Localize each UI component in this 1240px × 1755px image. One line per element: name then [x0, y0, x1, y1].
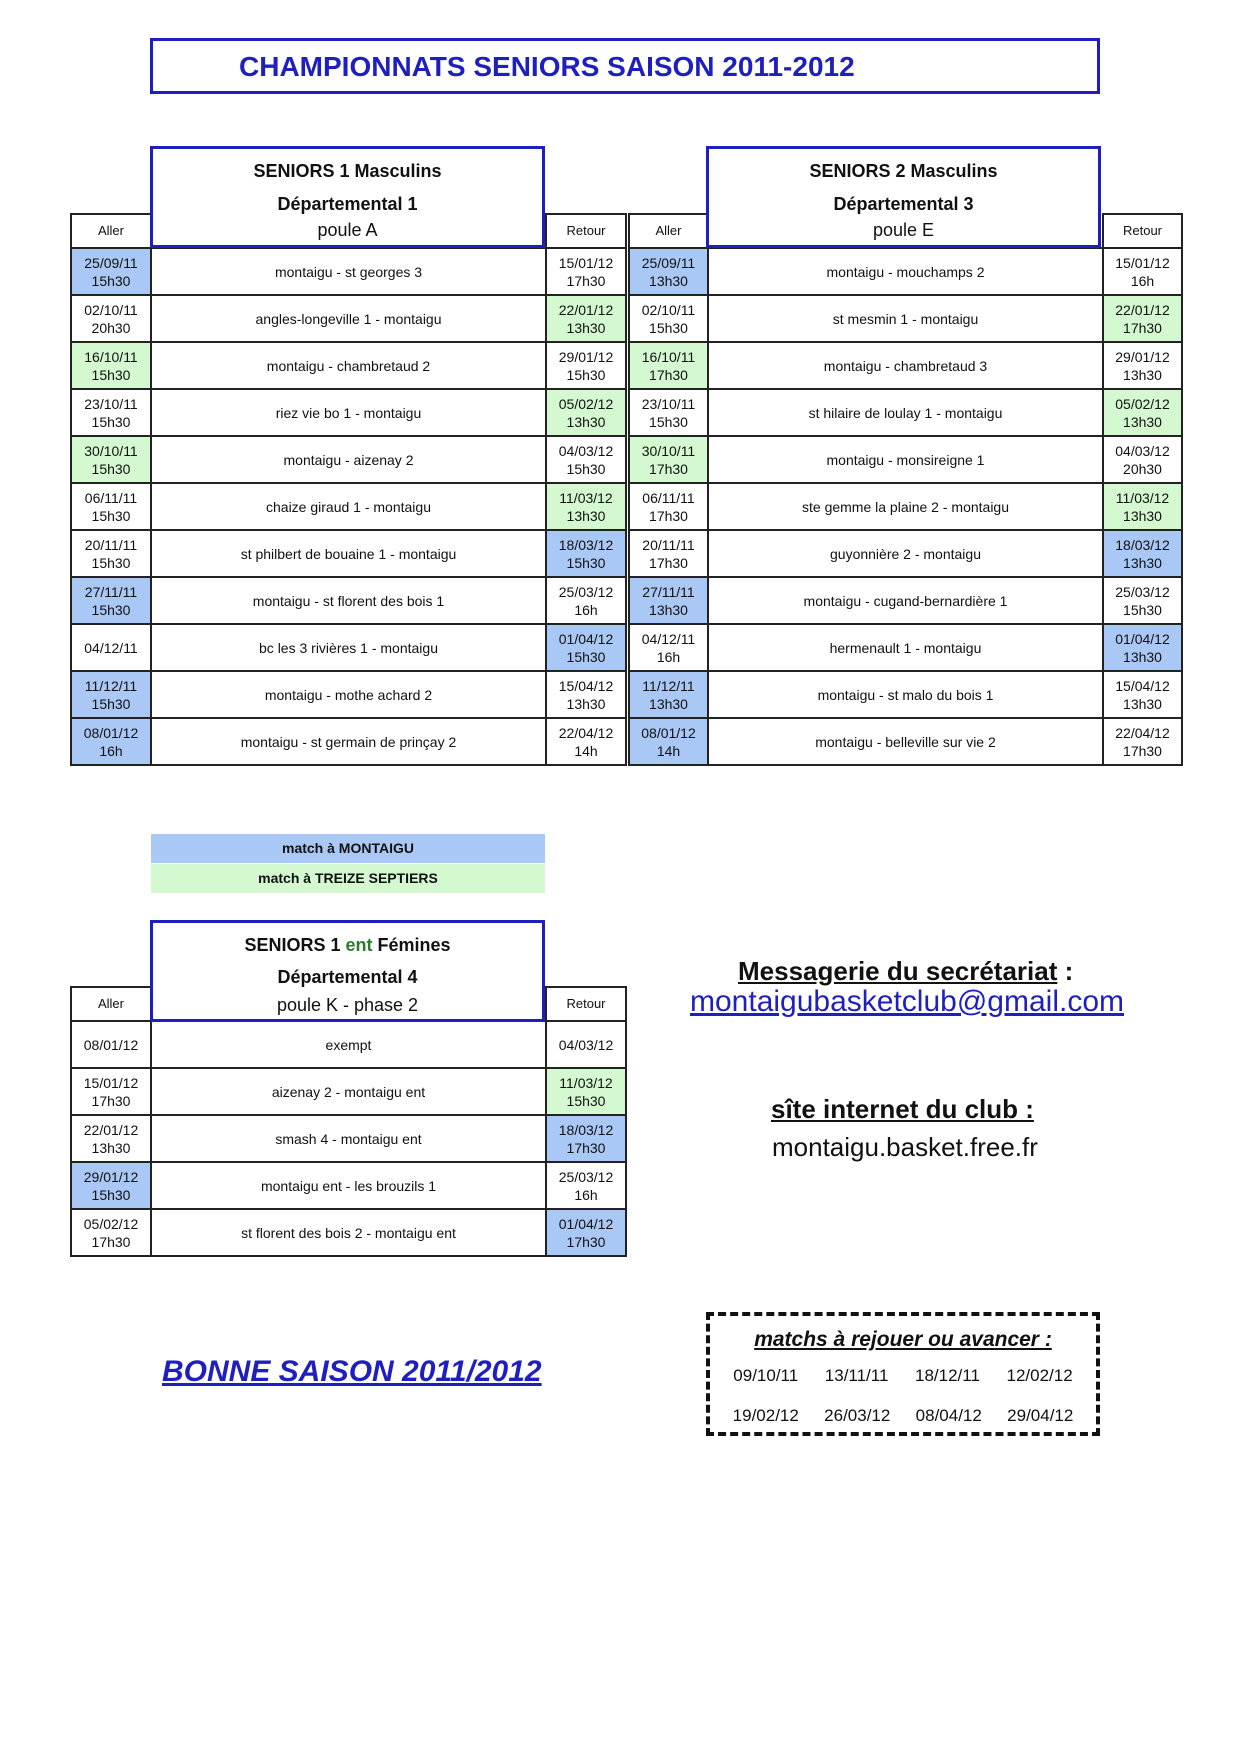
s1m-poule: poule A — [317, 220, 378, 240]
match-cell: montaigu - cugand-bernardière 1 — [708, 577, 1103, 624]
retour-cell — [546, 718, 626, 765]
s1f-header — [150, 920, 545, 1022]
match-cell: st hilaire de loulay 1 - montaigu — [708, 389, 1103, 436]
s1f-team-a: SENIORS 1 — [244, 935, 346, 955]
aller-cell-time: 15h30 — [649, 319, 688, 336]
retour-cell-time: 17h30 — [1123, 742, 1162, 759]
aller-cell-time: 17h30 — [91, 1092, 131, 1109]
s2m-division: Départemental 3 — [833, 194, 974, 214]
table-row — [629, 624, 1182, 671]
retour-cell-date: 01/04/12 — [558, 630, 614, 647]
retour-cell — [546, 671, 626, 718]
retour-cell-time: 17h30 — [566, 1139, 606, 1156]
match-cell: st mesmin 1 - montaigu — [708, 295, 1103, 342]
retour-cell — [1103, 342, 1182, 389]
aller-cell — [629, 436, 708, 483]
aller-cell-time: 17h30 — [649, 460, 688, 477]
s1m-schedule-table — [70, 213, 627, 766]
s1f-schedule-table — [70, 986, 627, 1257]
retour-cell — [546, 1021, 626, 1068]
retour-cell-time: 13h30 — [1123, 648, 1162, 665]
s1f-team — [153, 935, 542, 956]
table-row — [71, 248, 626, 295]
retour-cell-time: 17h30 — [566, 272, 606, 289]
retour-cell-date: 04/03/12 — [1115, 442, 1170, 459]
aller-cell-date: 15/01/12 — [83, 1074, 139, 1091]
aller-cell — [629, 483, 708, 530]
retour-cell-date: 04/03/12 — [558, 1036, 614, 1053]
match-cell: exempt — [151, 1021, 546, 1068]
aller-cell — [629, 295, 708, 342]
match-cell: montaigu - st germain de prinçay 2 — [151, 718, 546, 765]
match-cell: montaigu ent - les brouzils 1 — [151, 1162, 546, 1209]
aller-cell-date: 04/12/11 — [641, 630, 696, 647]
rejouer-box — [706, 1312, 1100, 1436]
aller-cell — [71, 389, 151, 436]
aller-cell — [629, 248, 708, 295]
aller-cell-time: 13h30 — [649, 601, 688, 618]
table-row — [629, 342, 1182, 389]
match-cell: smash 4 - montaigu ent — [151, 1115, 546, 1162]
match-cell: angles-longeville 1 - montaigu — [151, 295, 546, 342]
retour-cell-time: 13h30 — [566, 319, 606, 336]
s2m-schedule-table — [628, 213, 1183, 766]
match-cell: aizenay 2 - montaigu ent — [151, 1068, 546, 1115]
retour-cell — [546, 1209, 626, 1256]
table-row — [629, 295, 1182, 342]
retour-cell-time: 13h30 — [1123, 366, 1162, 383]
retour-cell-time: 17h30 — [1123, 319, 1162, 336]
aller-header: Aller — [71, 987, 151, 1021]
page-title: CHAMPIONNATS SENIORS SAISON 2011-2012 — [239, 51, 855, 82]
aller-cell-time: 17h30 — [649, 554, 688, 571]
match-cell: ste gemme la plaine 2 - montaigu — [708, 483, 1103, 530]
match-cell: hermenault 1 - montaigu — [708, 624, 1103, 671]
site-url[interactable]: montaigu.basket.free.fr — [772, 1132, 1038, 1162]
retour-cell-date: 15/01/12 — [1115, 254, 1170, 271]
table-row — [629, 436, 1182, 483]
aller-cell-date: 11/12/11 — [642, 677, 695, 694]
retour-cell-time: 15h30 — [566, 366, 606, 383]
retour-cell — [546, 295, 626, 342]
aller-cell — [71, 671, 151, 718]
retour-cell-date: 22/04/12 — [558, 724, 614, 741]
retour-cell — [1103, 248, 1182, 295]
table-row — [71, 1021, 626, 1068]
aller-cell-time: 15h30 — [91, 695, 131, 712]
match-cell: montaigu - mouchamps 2 — [708, 248, 1103, 295]
retour-cell — [546, 1162, 626, 1209]
aller-cell-date: 04/12/11 — [84, 639, 138, 656]
rejouer-date: 13/11/11 — [824, 1366, 889, 1385]
retour-cell — [1103, 577, 1182, 624]
s2m-team: SENIORS 2 Masculins — [809, 161, 998, 181]
aller-header: Aller — [71, 214, 151, 248]
aller-cell — [629, 389, 708, 436]
table-row — [71, 1162, 626, 1209]
retour-cell — [1103, 624, 1182, 671]
aller-cell — [71, 1068, 151, 1115]
retour-cell-time: 16h — [1130, 272, 1155, 289]
rejouer-date: 26/03/12 — [824, 1406, 891, 1425]
retour-cell-time: 13h30 — [1123, 554, 1162, 571]
retour-cell-date: 25/03/12 — [1115, 583, 1170, 600]
retour-cell-date: 04/03/12 — [558, 442, 614, 459]
aller-cell-time: 13h30 — [649, 695, 688, 712]
aller-cell — [71, 342, 151, 389]
table-row — [629, 530, 1182, 577]
aller-cell — [71, 1162, 151, 1209]
retour-cell — [546, 342, 626, 389]
rejouer-date: 09/10/11 — [733, 1366, 799, 1385]
retour-cell-date: 15/04/12 — [1115, 677, 1170, 694]
s1m-team: SENIORS 1 Masculins — [253, 161, 442, 181]
title-box — [150, 38, 1100, 94]
rejouer-date: 18/12/11 — [915, 1366, 980, 1385]
aller-cell-time: 15h30 — [91, 366, 131, 383]
table-row — [629, 389, 1182, 436]
rejouer-date: 12/02/12 — [1006, 1366, 1073, 1385]
match-cell: bc les 3 rivières 1 - montaigu — [151, 624, 546, 671]
retour-cell-time: 17h30 — [566, 1233, 606, 1250]
match-cell: montaigu - mothe achard 2 — [151, 671, 546, 718]
aller-cell-time: 16h — [656, 648, 681, 665]
s2m-header — [706, 146, 1101, 248]
retour-cell — [546, 577, 626, 624]
aller-cell-time: 13h30 — [649, 272, 688, 289]
aller-cell — [71, 624, 151, 671]
rejouer-date: 08/04/12 — [915, 1406, 982, 1425]
retour-cell-date: 25/03/12 — [558, 1168, 614, 1185]
retour-cell-date: 29/01/12 — [1115, 348, 1170, 365]
match-cell: montaigu - chambretaud 3 — [708, 342, 1103, 389]
rejouer-date: 29/04/12 — [1007, 1406, 1074, 1425]
aller-cell-time: 15h30 — [91, 460, 131, 477]
retour-cell-time: 20h30 — [1123, 460, 1162, 477]
aller-cell-time: 15h30 — [91, 601, 131, 618]
retour-cell-date: 05/02/12 — [1115, 395, 1170, 412]
aller-cell-date: 16/10/11 — [641, 348, 696, 365]
match-cell: montaigu - st malo du bois 1 — [708, 671, 1103, 718]
table-row — [71, 1068, 626, 1115]
retour-cell-date: 01/04/12 — [1115, 630, 1170, 647]
match-cell: montaigu - monsireigne 1 — [708, 436, 1103, 483]
aller-cell-time: 15h30 — [91, 272, 131, 289]
retour-cell — [1103, 295, 1182, 342]
match-cell: montaigu - st georges 3 — [151, 248, 546, 295]
retour-cell — [1103, 389, 1182, 436]
table-row — [71, 718, 626, 765]
retour-cell-time: 13h30 — [1123, 413, 1162, 430]
retour-cell — [546, 389, 626, 436]
s2m-poule: poule E — [872, 220, 935, 240]
aller-cell-date: 25/09/11 — [84, 254, 138, 271]
retour-cell — [546, 1115, 626, 1162]
retour-cell-time: 16h — [574, 601, 598, 618]
table-row — [629, 671, 1182, 718]
retour-header: Retour — [546, 987, 626, 1021]
aller-cell-time: 17h30 — [91, 1233, 131, 1250]
aller-cell-time: 15h30 — [91, 1186, 131, 1203]
retour-cell-date: 25/03/12 — [558, 583, 614, 600]
aller-header: Aller — [629, 214, 708, 248]
match-cell: st philbert de bouaine 1 - montaigu — [151, 530, 546, 577]
match-cell: chaize giraud 1 - montaigu — [151, 483, 546, 530]
retour-cell-time: 13h30 — [566, 507, 606, 524]
table-row — [71, 342, 626, 389]
email-link[interactable]: montaigubasketclub@gmail.com — [690, 985, 1124, 1018]
aller-cell-time: 16h — [99, 742, 123, 759]
table-row — [71, 624, 626, 671]
retour-cell-date: 01/04/12 — [558, 1215, 614, 1232]
retour-cell — [546, 248, 626, 295]
rejouer-title: matchs à rejouer ou avancer : — [754, 1328, 1052, 1351]
aller-cell — [629, 671, 708, 718]
aller-cell-date: 02/10/11 — [641, 301, 696, 318]
table-row — [629, 718, 1182, 765]
aller-cell-time: 15h30 — [91, 413, 131, 430]
aller-cell-time: 17h30 — [649, 507, 688, 524]
retour-cell-date: 22/04/12 — [1115, 724, 1170, 741]
aller-cell-time: 15h30 — [649, 413, 688, 430]
retour-cell-date: 18/03/12 — [558, 1121, 614, 1138]
aller-cell-date: 16/10/11 — [84, 348, 138, 365]
aller-cell-date: 02/10/11 — [84, 301, 138, 318]
bonne-saison: BONNE SAISON 2011/2012 — [162, 1355, 542, 1388]
retour-cell-time: 13h30 — [1123, 695, 1162, 712]
s1f-team-b: Fémines — [372, 935, 451, 955]
aller-cell-time: 17h30 — [649, 366, 688, 383]
aller-cell — [629, 342, 708, 389]
retour-cell-date: 18/03/12 — [1115, 536, 1170, 553]
retour-cell-date: 11/03/12 — [559, 489, 613, 506]
retour-header: Retour — [1103, 214, 1182, 248]
legend-treize-septiers: match à TREIZE SEPTIERS — [151, 864, 545, 893]
rejouer-date: 19/02/12 — [732, 1406, 799, 1425]
retour-cell-date: 22/01/12 — [558, 301, 614, 318]
aller-cell-date: 29/01/12 — [83, 1168, 139, 1185]
retour-cell — [1103, 718, 1182, 765]
aller-cell — [71, 1021, 151, 1068]
table-row — [71, 1209, 626, 1256]
table-row — [71, 1115, 626, 1162]
aller-cell — [71, 577, 151, 624]
aller-cell-date: 30/10/11 — [641, 442, 696, 459]
aller-cell-date: 06/11/11 — [84, 489, 138, 506]
retour-cell — [1103, 530, 1182, 577]
mail-title — [738, 956, 1073, 987]
match-cell: riez vie bo 1 - montaigu — [151, 389, 546, 436]
match-cell: montaigu - st florent des bois 1 — [151, 577, 546, 624]
table-row — [71, 530, 626, 577]
retour-cell-time: 13h30 — [1123, 507, 1162, 524]
aller-cell — [629, 718, 708, 765]
aller-cell-date: 11/12/11 — [84, 677, 138, 694]
rejouer-row-1 — [720, 1366, 1086, 1386]
s1f-division: Départemental 4 — [277, 967, 418, 987]
aller-cell — [629, 577, 708, 624]
retour-cell-date: 11/03/12 — [559, 1074, 613, 1091]
aller-cell-date: 08/01/12 — [83, 1036, 139, 1053]
retour-cell-date: 29/01/12 — [558, 348, 614, 365]
match-cell: st florent des bois 2 - montaigu ent — [151, 1209, 546, 1256]
aller-cell-time: 15h30 — [91, 507, 131, 524]
table-row — [629, 483, 1182, 530]
aller-cell-date: 22/01/12 — [83, 1121, 139, 1138]
retour-cell — [1103, 436, 1182, 483]
aller-cell-date: 30/10/11 — [84, 442, 138, 459]
match-cell: montaigu - aizenay 2 — [151, 436, 546, 483]
aller-cell — [71, 530, 151, 577]
aller-cell-date: 27/11/11 — [84, 583, 138, 600]
retour-cell-time: 16h — [574, 1186, 598, 1203]
s1f-poule: poule K - phase 2 — [276, 995, 419, 1015]
table-row — [629, 248, 1182, 295]
aller-cell-date: 27/11/11 — [642, 583, 695, 600]
aller-cell-time: 15h30 — [91, 554, 131, 571]
aller-cell-date: 08/01/12 — [641, 724, 696, 741]
mail-title-colon: : — [1057, 956, 1074, 986]
aller-cell-date: 20/11/11 — [84, 536, 138, 553]
s1f-team-ent: ent — [345, 935, 373, 955]
table-row — [71, 671, 626, 718]
retour-cell-time: 15h30 — [1123, 601, 1162, 618]
retour-cell-time: 15h30 — [566, 1092, 606, 1109]
aller-cell — [71, 1115, 151, 1162]
rejouer-row-2 — [720, 1406, 1086, 1426]
retour-cell — [546, 530, 626, 577]
retour-cell — [546, 1068, 626, 1115]
s1m-header — [150, 146, 545, 248]
retour-cell — [546, 624, 626, 671]
aller-cell — [629, 624, 708, 671]
table-row — [71, 295, 626, 342]
aller-cell-date: 25/09/11 — [641, 254, 696, 271]
aller-cell-date: 06/11/11 — [642, 489, 695, 506]
retour-cell-time: 13h30 — [566, 695, 606, 712]
retour-cell-time: 15h30 — [566, 648, 606, 665]
table-row — [71, 483, 626, 530]
table-row — [71, 577, 626, 624]
retour-cell-time: 15h30 — [566, 554, 606, 571]
aller-cell — [71, 1209, 151, 1256]
aller-cell-date: 05/02/12 — [83, 1215, 139, 1232]
aller-cell-date: 23/10/11 — [641, 395, 696, 412]
retour-cell-date: 15/04/12 — [558, 677, 614, 694]
retour-header: Retour — [546, 214, 626, 248]
retour-cell — [1103, 671, 1182, 718]
aller-cell — [71, 295, 151, 342]
table-row — [71, 389, 626, 436]
retour-cell-time: 15h30 — [566, 460, 606, 477]
aller-cell — [71, 718, 151, 765]
match-cell: montaigu - chambretaud 2 — [151, 342, 546, 389]
retour-cell-date: 11/03/12 — [1115, 489, 1170, 506]
mail-title-text: Messagerie du secrétariat — [738, 956, 1058, 986]
table-row — [71, 436, 626, 483]
retour-cell-date: 05/02/12 — [558, 395, 614, 412]
retour-cell-time: 13h30 — [566, 413, 606, 430]
aller-cell-time: 20h30 — [91, 319, 131, 336]
retour-cell-date: 22/01/12 — [1115, 301, 1170, 318]
aller-cell — [629, 530, 708, 577]
s1m-division: Départemental 1 — [277, 194, 418, 214]
legend-montaigu: match à MONTAIGU — [151, 834, 545, 863]
retour-cell — [546, 436, 626, 483]
table-row — [629, 577, 1182, 624]
aller-cell-time: 14h — [656, 742, 681, 759]
aller-cell — [71, 248, 151, 295]
aller-cell — [71, 483, 151, 530]
aller-cell — [71, 436, 151, 483]
aller-cell-date: 08/01/12 — [83, 724, 139, 741]
retour-cell-date: 18/03/12 — [558, 536, 614, 553]
site-title: sîte internet du club : — [771, 1094, 1034, 1124]
retour-cell — [1103, 483, 1182, 530]
retour-cell-time: 14h — [574, 742, 598, 759]
aller-cell-time: 13h30 — [91, 1139, 131, 1156]
aller-cell-date: 20/11/11 — [642, 536, 695, 553]
match-cell: montaigu - belleville sur vie 2 — [708, 718, 1103, 765]
match-cell: guyonnière 2 - montaigu — [708, 530, 1103, 577]
aller-cell-date: 23/10/11 — [84, 395, 138, 412]
retour-cell-date: 15/01/12 — [558, 254, 614, 271]
retour-cell — [546, 483, 626, 530]
